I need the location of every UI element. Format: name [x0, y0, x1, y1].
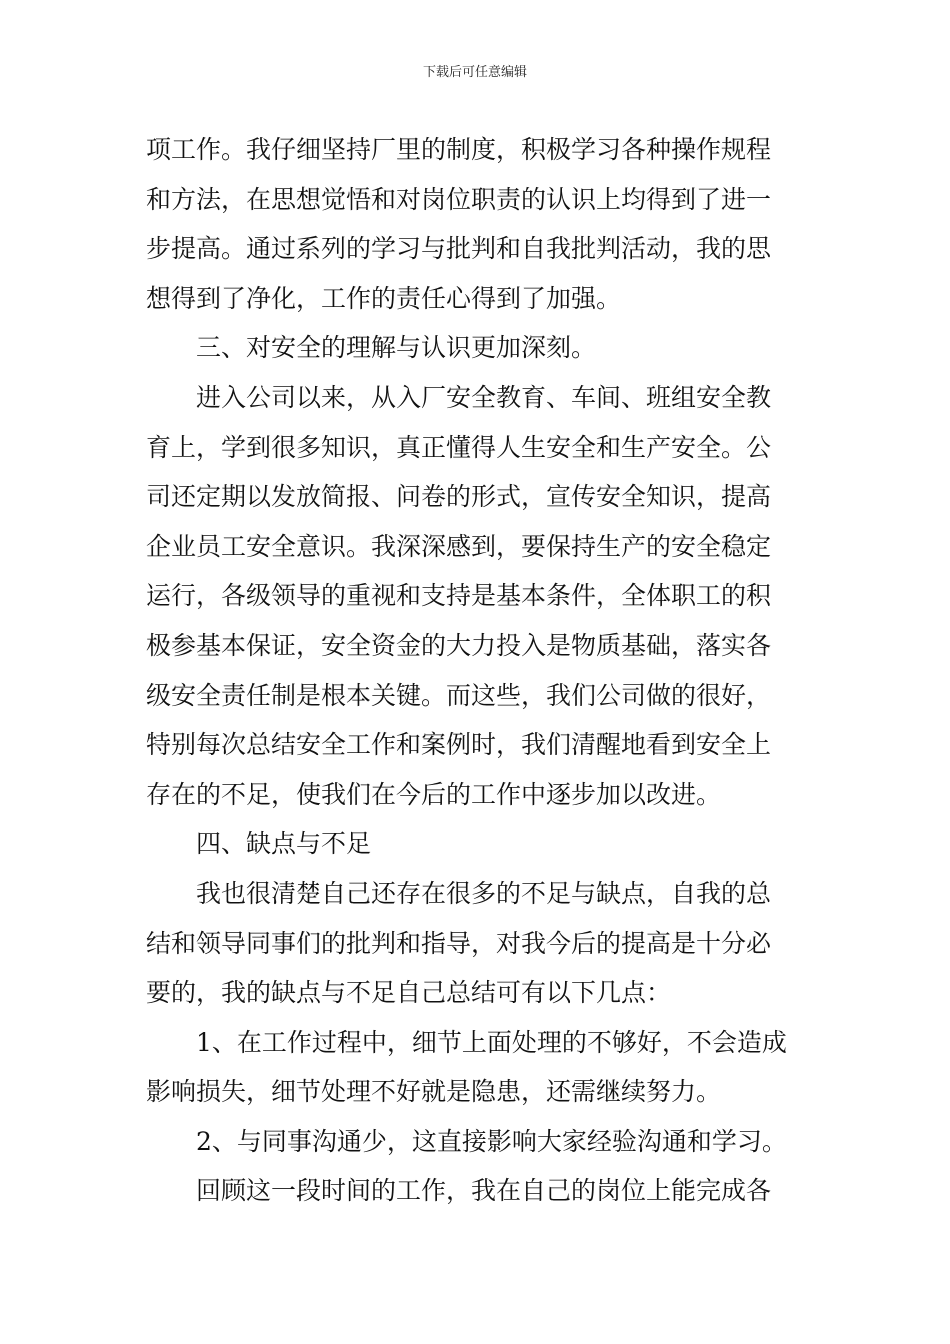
- text-line: 企业员工安全意识。我深深感到，要保持生产的安全稳定: [146, 531, 772, 561]
- text-line: 项工作。我仔细坚持厂里的制度，积极学习各种操作规程: [146, 135, 772, 164]
- text-line: 极参基本保证，安全资金的大力投入是物质基础，落实各: [146, 630, 772, 660]
- text-line: 要的，我的缺点与不足自己总结可有以下几点：: [146, 978, 672, 1008]
- text-line: 我也很清楚自己还存在很多的不足与缺点，自我的总: [196, 878, 772, 908]
- page-header: 下载后可任意编辑: [422, 65, 527, 80]
- section-heading: 三、对安全的理解与认识更加深刻。: [196, 333, 597, 363]
- list-item: 1、在工作过程中，细节上面处理的不够好，不会造成: [196, 1027, 787, 1057]
- text-line: 影响损失，细节处理不好就是隐患，还需继续努力。: [146, 1077, 722, 1107]
- document-body: [146, 125, 810, 1216]
- text-line: 育上，学到很多知识，真正懂得人生安全和生产安全。公: [146, 432, 772, 462]
- text-line: 运行，各级领导的重视和支持是基本条件，全体职工的积: [146, 581, 772, 611]
- text-line: 和方法，在思想觉悟和对岗位职责的认识上均得到了进一: [146, 184, 772, 214]
- text-line: 级安全责任制是根本关键。而这些，我们公司做的很好，: [146, 680, 772, 710]
- text-line: 步提高。通过系列的学习与批判和自我批判活动，我的思: [146, 234, 772, 264]
- text-line: 特别每次总结安全工作和案例时，我们清醒地看到安全上: [146, 730, 772, 760]
- section-heading: 四、缺点与不足: [196, 829, 372, 859]
- text-line: 结和领导同事们的批判和指导，对我今后的提高是十分必: [146, 928, 772, 958]
- text-line: 想得到了净化，工作的责任心得到了加强。: [146, 283, 622, 313]
- text-line: 进入公司以来，从入厂安全教育、车间、班组安全教: [196, 382, 772, 412]
- text-line: 回顾这一段时间的工作，我在自己的岗位上能完成各: [196, 1176, 772, 1206]
- text-line: 存在的不足，使我们在今后的工作中逐步加以改进。: [146, 779, 722, 809]
- text-line: 司还定期以发放简报、问卷的形式，宣传安全知识，提高: [146, 482, 772, 512]
- list-item: 2、与同事沟通少，这直接影响大家经验沟通和学习。: [196, 1126, 787, 1156]
